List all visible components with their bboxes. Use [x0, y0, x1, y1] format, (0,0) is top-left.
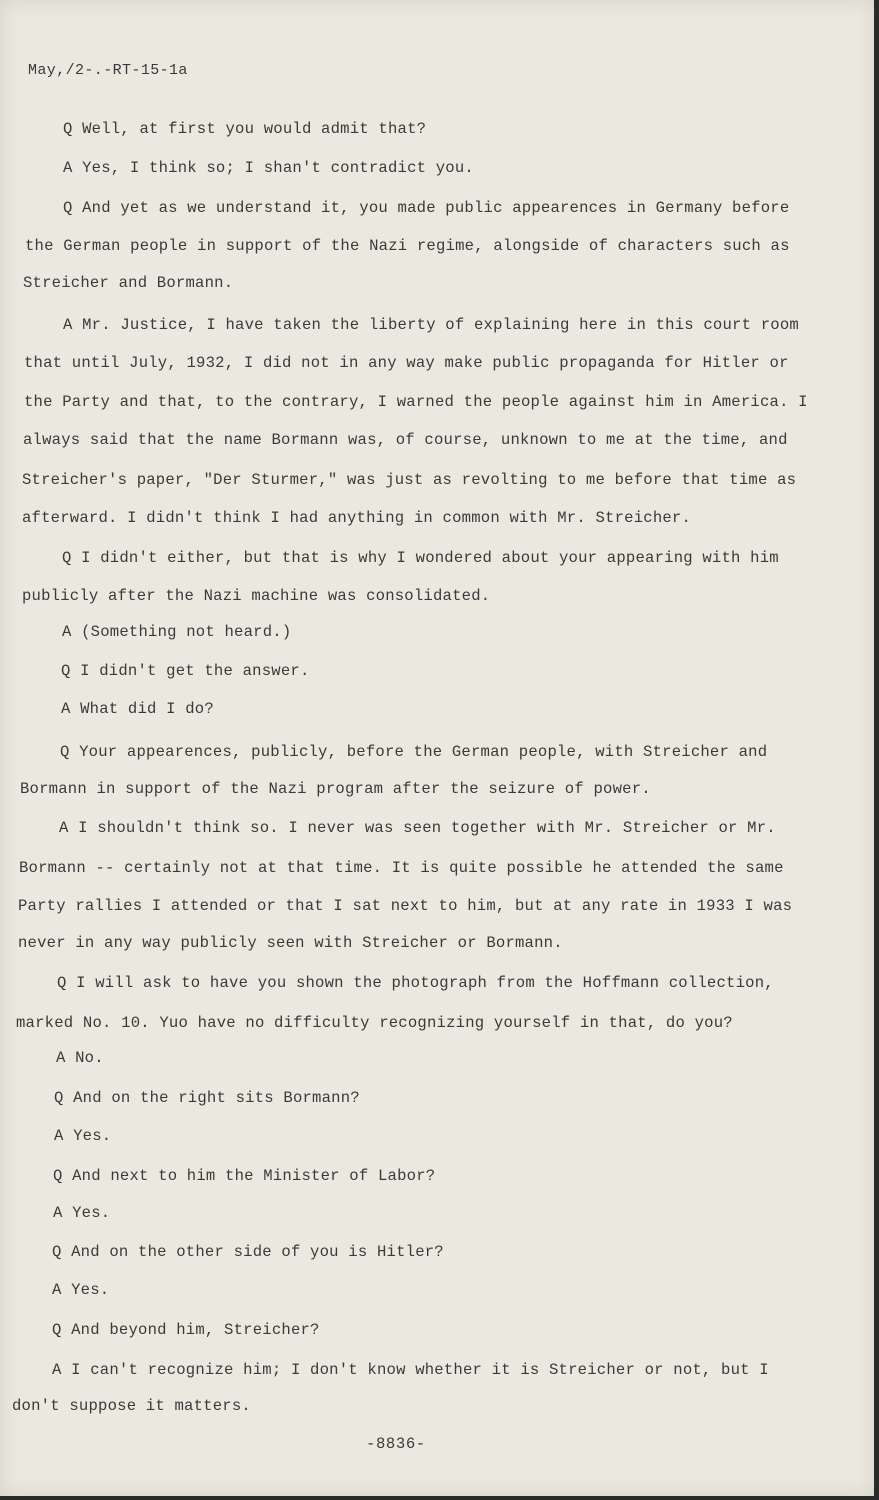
transcript-line: A What did I do?: [61, 700, 214, 718]
transcript-line: Q And beyond him, Streicher?: [52, 1321, 320, 1339]
transcript-line: don't suppose it matters.: [12, 1397, 251, 1415]
transcript-line: publicly after the Nazi machine was consolidated.: [22, 587, 491, 605]
transcript-line: Q And yet as we understand it, you made public appearences in Germany before: [63, 199, 790, 217]
transcript-line: Bormann in support of the Nazi program after the seizure of power.: [20, 780, 651, 798]
transcript-line: Q I will ask to have you shown the photograph from the Hoffmann collection,: [57, 974, 774, 992]
transcript-line: A Yes, I think so; I shan't contradict you.: [63, 159, 474, 177]
transcript-line: that until July, 1932, I did not in any way make public propaganda for Hitler or: [24, 354, 789, 372]
transcript-line: A No.: [56, 1049, 104, 1067]
transcript-line: A Mr. Justice, I have taken the liberty of explaining here in this court room: [63, 316, 799, 334]
page-number: -8836-: [366, 1435, 426, 1453]
transcript-line: Q And next to him the Minister of Labor?: [53, 1167, 436, 1185]
transcript-line: Streicher's paper, "Der Sturmer," was just as revolting to me before that time as: [22, 471, 797, 489]
transcript-line: Q I didn't either, but that is why I wondered about your appearing with him: [62, 549, 779, 567]
transcript-line: Q Well, at first you would admit that?: [63, 120, 427, 138]
transcript-line: Bormann -- certainly not at that time. It is quite possible he attended the same: [19, 859, 784, 877]
transcript-line: A (Something not heard.): [62, 623, 292, 641]
transcript-line: the German people in support of the Nazi regime, alongside of characters such as: [25, 237, 790, 255]
transcript-line: A Yes.: [54, 1127, 112, 1145]
transcript-line: A Yes.: [52, 1281, 110, 1299]
transcript-line: Q And on the right sits Bormann?: [54, 1089, 360, 1107]
transcript-line: A I can't recognize him; I don't know whether it is Streicher or not, but I: [52, 1361, 769, 1379]
transcript-line: Q And on the other side of you is Hitler?: [52, 1243, 444, 1261]
transcript-line: Q I didn't get the answer.: [61, 662, 310, 680]
document-reference: May,/2-.-RT-15-1a: [28, 62, 188, 79]
transcript-line: always said that the name Bormann was, of course, unknown to me at the time, and: [23, 431, 788, 449]
transcript-line: never in any way publicly seen with Streicher or Bormann.: [18, 934, 563, 952]
transcript-line: Party rallies I attended or that I sat next to him, but at any rate in 1933 I was: [18, 897, 793, 915]
transcript-line: Streicher and Bormann.: [23, 274, 234, 292]
transcript-line: Q Your appearences, publicly, before the German people, with Streicher and: [60, 743, 768, 761]
transcript-line: A Yes.: [53, 1204, 111, 1222]
transcript-line: the Party and that, to the contrary, I warned the people against him in America. I: [24, 393, 808, 411]
transcript-line: marked No. 10. Yuo have no difficulty recognizing yourself in that, do you?: [16, 1014, 733, 1032]
transcript-line: A I shouldn't think so. I never was seen together with Mr. Streicher or Mr.: [59, 819, 776, 837]
transcript-line: afterward. I didn't think I had anything in common with Mr. Streicher.: [22, 509, 692, 527]
